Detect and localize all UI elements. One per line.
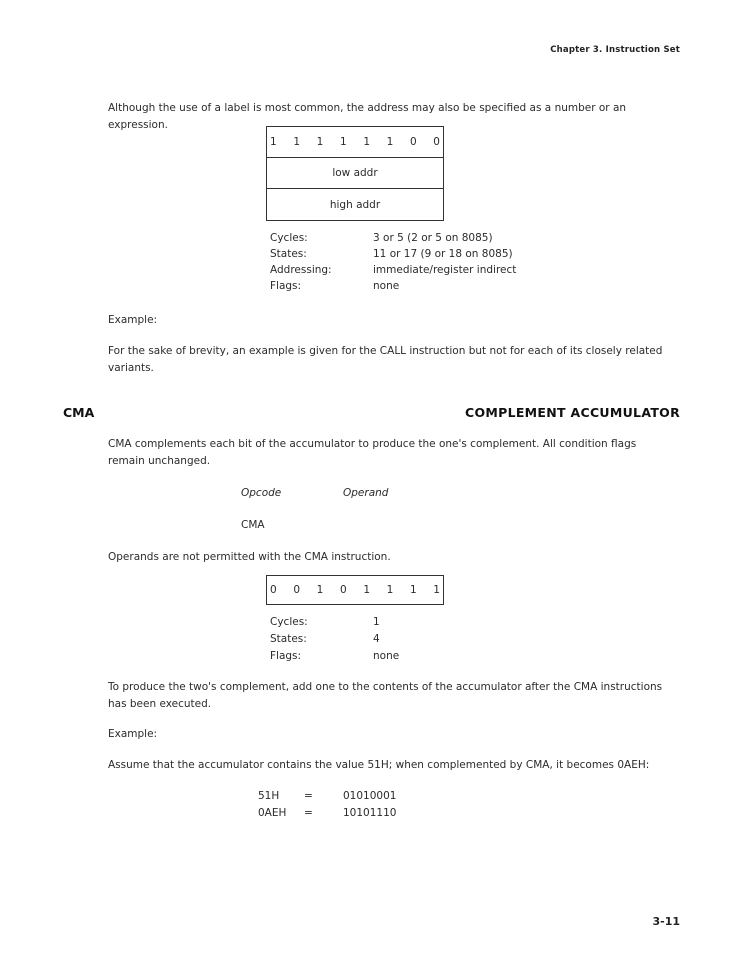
timing-row xyxy=(270,614,399,631)
opcode-value: CMA xyxy=(241,519,265,531)
example-label: Example: xyxy=(108,728,158,740)
hex-value: 51H xyxy=(258,790,280,802)
bit: 0 xyxy=(433,136,440,148)
bit: 1 xyxy=(363,584,370,596)
bit: 1 xyxy=(363,136,370,148)
bit: 1 xyxy=(270,136,277,148)
timing-key: Addressing: xyxy=(270,264,332,276)
low-addr-label: low addr xyxy=(332,167,378,179)
timing-row xyxy=(270,631,399,648)
timing-value: none xyxy=(373,650,400,662)
opcode-bits-row xyxy=(267,576,443,604)
timing-row xyxy=(270,648,399,665)
conversion-row xyxy=(258,805,396,822)
timing-value: none xyxy=(373,280,400,292)
chapter-header: Chapter 3. Instruction Set xyxy=(550,45,680,55)
opcode-bits-row xyxy=(267,127,443,158)
timing-row xyxy=(270,262,516,278)
hex-value: 0AEH xyxy=(258,807,287,819)
binary-value: 10101110 xyxy=(343,807,397,819)
bit: 1 xyxy=(433,584,440,596)
equals-sign: = xyxy=(304,807,313,819)
bit: 1 xyxy=(409,584,417,596)
bit: 1 xyxy=(316,136,324,148)
bit: 1 xyxy=(293,136,301,148)
bit: 0 xyxy=(339,584,347,596)
timing-key: Cycles: xyxy=(270,232,308,244)
timing-key: States: xyxy=(270,248,307,260)
timing-value: 11 or 17 (9 or 18 on 8085) xyxy=(373,248,513,260)
low-addr-row xyxy=(267,158,443,189)
timing-row xyxy=(270,230,516,246)
timing-key: Cycles: xyxy=(270,616,308,628)
section-mnemonic: CMA xyxy=(63,405,95,420)
bit: 0 xyxy=(293,584,301,596)
twos-complement-note: To produce the two's complement, add one to the contents of the accumulator after the CMA instructions has been executed. xyxy=(108,681,663,710)
timing-key: States: xyxy=(270,633,307,645)
cma-description: CMA complements each bit of the accumulator to produce the one's complement. All condition flags remain unchanged. xyxy=(108,438,637,467)
timing-row xyxy=(270,278,516,294)
timing-key: Flags: xyxy=(270,280,302,292)
call-instruction-format xyxy=(266,126,444,221)
timing-value: immediate/register indirect xyxy=(373,264,517,276)
conversion-row xyxy=(258,788,396,805)
call-timing-table xyxy=(270,230,516,294)
intro-paragraph: Although the use of a label is most common, the address may also be specified as a number or an expression. xyxy=(108,102,627,131)
bit: 0 xyxy=(409,136,417,148)
cma-instruction-format xyxy=(266,575,444,605)
bit: 1 xyxy=(386,584,394,596)
high-addr-label: high addr xyxy=(329,198,381,211)
bit: 0 xyxy=(270,584,277,596)
binary-value: 01010001 xyxy=(343,790,397,802)
opcode-column-label: Opcode xyxy=(241,487,282,499)
high-addr-row xyxy=(267,189,443,220)
bit: 1 xyxy=(386,136,394,148)
bit: 1 xyxy=(339,136,347,148)
operands-note: Operands are not permitted with the CMA instruction. xyxy=(108,551,391,563)
operand-column-label: Operand xyxy=(343,487,389,499)
example-paragraph: For the sake of brevity, an example is given for the CALL instruction but not for each of its closely related variants. xyxy=(108,345,663,374)
bit: 1 xyxy=(316,584,324,596)
timing-row xyxy=(270,246,516,262)
section-title: COMPLEMENT ACCUMULATOR xyxy=(464,405,680,420)
equals-sign: = xyxy=(304,790,313,802)
timing-value: 4 xyxy=(373,633,380,645)
example-label: Example: xyxy=(108,314,158,326)
cma-timing-table xyxy=(270,614,399,665)
conversion-table xyxy=(258,788,396,822)
example-paragraph: Assume that the accumulator contains the value 51H; when complemented by CMA, it becomes 0AEH: xyxy=(108,759,650,771)
timing-key: Flags: xyxy=(270,650,302,662)
page-number: 3-11 xyxy=(652,915,680,928)
timing-value: 3 or 5 (2 or 5 on 8085) xyxy=(373,232,493,244)
timing-value: 1 xyxy=(373,616,380,628)
